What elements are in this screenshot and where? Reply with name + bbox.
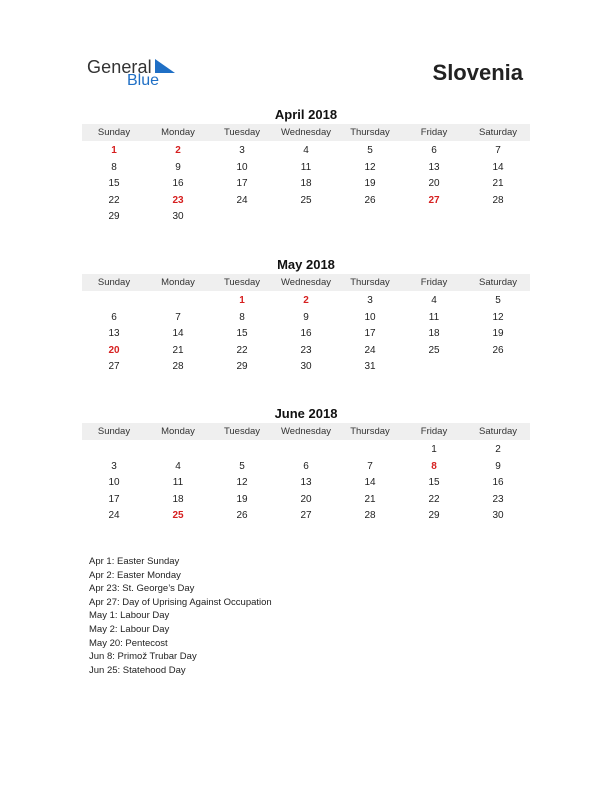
day-cell: 5 (367, 145, 373, 156)
holiday-list (89, 555, 389, 677)
month-title: April 2018 (274, 107, 338, 122)
day-cell: 28 (364, 510, 376, 522)
day-cell: 15 (428, 477, 440, 489)
day-cell: 9 (495, 460, 501, 472)
day-cell: 5 (239, 460, 245, 472)
weekday-label: Monday (161, 127, 195, 138)
holiday-day-cell: 25 (172, 510, 184, 522)
holiday-day-cell: 1 (239, 295, 245, 306)
day-cell (402, 209, 466, 226)
week-row (82, 359, 530, 376)
day-cell: 10 (236, 161, 248, 173)
weekday-label: Sunday (97, 277, 131, 288)
holiday-day-cell: 20 (108, 344, 120, 356)
day-cell: 11 (300, 161, 312, 173)
week-row (82, 160, 530, 177)
holiday-day-cell: 2 (303, 295, 309, 306)
day-cell (338, 209, 402, 226)
day-cell: 21 (364, 493, 376, 505)
weekday-label: Monday (161, 277, 195, 288)
day-cell: 12 (492, 311, 504, 323)
day-cell: 12 (236, 477, 248, 489)
day-cell: 10 (108, 477, 120, 489)
day-cell: 14 (364, 477, 376, 489)
day-cell (146, 442, 210, 459)
month-title: June 2018 (274, 406, 338, 421)
day-cell: 7 (367, 460, 373, 472)
day-cell: 4 (431, 295, 437, 306)
day-cell: 11 (172, 477, 184, 489)
day-cell: 15 (108, 178, 120, 190)
weekday-label: Thursday (350, 277, 390, 288)
week-row (82, 475, 530, 492)
week-row (82, 492, 530, 509)
weekday-label: Friday (420, 426, 448, 437)
weekday-label: Monday (161, 426, 195, 437)
weeks-grid (82, 293, 530, 376)
day-cell: 6 (303, 460, 309, 472)
day-cell: 21 (492, 178, 504, 190)
generalblue-logo (87, 57, 197, 93)
day-cell: 31 (364, 361, 376, 373)
day-cell: 14 (172, 328, 184, 340)
weekday-label: Thursday (350, 426, 390, 437)
day-cell: 3 (239, 145, 245, 156)
weekday-label: Friday (420, 127, 448, 138)
day-cell (402, 359, 466, 376)
day-cell: 24 (236, 194, 248, 206)
day-cell: 9 (175, 161, 181, 173)
day-cell: 28 (492, 194, 504, 206)
day-cell: 11 (428, 311, 440, 323)
day-cell: 25 (300, 194, 312, 206)
holiday-entry: Jun 25: Statehood Day (89, 664, 186, 676)
day-cell: 18 (172, 493, 184, 505)
week-row (82, 193, 530, 210)
day-cell: 20 (428, 178, 440, 190)
holiday-day-cell: 8 (431, 460, 437, 472)
weekday-label: Saturday (478, 426, 518, 437)
weeks-grid (82, 143, 530, 226)
day-cell (146, 293, 210, 310)
day-cell: 6 (111, 311, 117, 323)
day-cell: 29 (428, 510, 440, 522)
day-cell: 7 (175, 311, 181, 323)
day-cell (210, 442, 274, 459)
week-row (82, 326, 530, 343)
logo-general-text: General (87, 57, 152, 77)
day-cell: 17 (236, 178, 248, 190)
holiday-day-cell: 2 (175, 145, 181, 156)
weekday-label: Sunday (97, 127, 131, 138)
day-cell: 17 (108, 493, 120, 505)
day-cell: 10 (364, 311, 376, 323)
day-cell: 1 (431, 444, 437, 455)
day-cell: 22 (108, 194, 120, 206)
day-cell: 20 (300, 493, 312, 505)
day-cell (82, 442, 146, 459)
day-cell (338, 442, 402, 459)
holiday-entry: May 2: Labour Day (89, 623, 170, 635)
day-cell: 18 (428, 328, 440, 340)
day-cell: 30 (492, 510, 504, 522)
week-row (82, 442, 530, 459)
weeks-grid (82, 442, 530, 525)
day-cell: 22 (236, 344, 248, 356)
weekday-label: Wednesday (281, 277, 331, 288)
day-cell: 19 (492, 328, 504, 340)
day-cell: 28 (172, 361, 184, 373)
day-cell: 24 (108, 510, 120, 522)
week-row (82, 209, 530, 226)
day-cell: 19 (364, 178, 376, 190)
day-cell: 18 (300, 178, 312, 190)
day-cell: 8 (111, 161, 117, 173)
day-cell: 21 (172, 344, 184, 356)
day-cell: 26 (364, 194, 376, 206)
day-cell: 3 (111, 460, 117, 472)
day-cell: 5 (495, 295, 501, 306)
day-cell: 17 (364, 328, 376, 340)
day-cell (466, 359, 530, 376)
holiday-entry: May 20: Pentecost (89, 637, 168, 649)
day-cell: 30 (300, 361, 312, 373)
day-cell: 13 (108, 328, 120, 340)
month-title: May 2018 (277, 257, 335, 272)
logo-blue-text: Blue (127, 72, 160, 89)
day-cell: 29 (236, 361, 248, 373)
day-cell: 16 (300, 328, 312, 340)
holiday-day-cell: 1 (111, 145, 117, 156)
day-cell (274, 209, 338, 226)
day-cell: 25 (428, 344, 440, 356)
weekday-label: Tuesday (223, 426, 261, 437)
day-cell: 27 (300, 510, 312, 522)
holiday-day-cell: 27 (428, 194, 440, 206)
day-cell: 26 (236, 510, 248, 522)
day-cell (274, 442, 338, 459)
week-row (82, 176, 530, 193)
day-cell (210, 209, 274, 226)
week-row (82, 143, 530, 160)
weekday-label: Friday (420, 277, 448, 288)
weekday-label: Thursday (350, 127, 390, 138)
weekday-label: Tuesday (223, 127, 261, 138)
day-cell: 4 (175, 460, 181, 472)
weekday-label: Saturday (478, 277, 518, 288)
weekday-header-row (82, 124, 530, 141)
holiday-entry: Jun 8: Primož Trubar Day (89, 651, 197, 663)
week-row (82, 310, 530, 327)
day-cell: 9 (303, 311, 309, 323)
holiday-entry: Apr 2: Easter Monday (89, 569, 181, 581)
day-cell: 3 (367, 295, 373, 306)
day-cell (466, 209, 530, 226)
country-title: Slovenia (432, 60, 523, 85)
day-cell: 27 (108, 361, 120, 373)
week-row (82, 508, 530, 525)
day-cell: 13 (300, 477, 312, 489)
day-cell: 14 (492, 161, 504, 173)
holiday-entry: Apr 1: Easter Sunday (89, 556, 180, 567)
holiday-entry: Apr 27: Day of Uprising Against Occupation (89, 596, 272, 608)
day-cell: 26 (492, 344, 504, 356)
page-header (0, 0, 612, 100)
holiday-entry: Apr 23: St. George’s Day (89, 583, 195, 595)
day-cell: 13 (428, 161, 440, 173)
day-cell: 29 (108, 211, 120, 223)
day-cell: 15 (236, 328, 248, 340)
day-cell: 16 (172, 178, 184, 190)
week-row (82, 293, 530, 310)
weekday-header-row (82, 423, 530, 440)
day-cell: 2 (495, 444, 501, 455)
day-cell: 12 (364, 161, 376, 173)
week-row (82, 459, 530, 476)
day-cell: 24 (364, 344, 376, 356)
weekday-header-row (82, 274, 530, 291)
day-cell: 8 (239, 311, 245, 323)
day-cell: 30 (172, 211, 184, 223)
month-calendar (82, 405, 530, 525)
day-cell (82, 293, 146, 310)
weekday-label: Saturday (478, 127, 518, 138)
day-cell: 4 (303, 145, 309, 156)
day-cell: 6 (431, 145, 437, 156)
weekday-label: Tuesday (223, 277, 261, 288)
day-cell: 7 (495, 145, 501, 156)
holiday-entry: May 1: Labour Day (89, 610, 170, 622)
week-row (82, 343, 530, 360)
day-cell: 22 (428, 493, 440, 505)
day-cell: 16 (492, 477, 504, 489)
day-cell: 23 (492, 493, 504, 505)
weekday-label: Wednesday (281, 426, 331, 437)
month-calendar (82, 256, 530, 376)
weekday-label: Wednesday (281, 127, 331, 138)
weekday-label: Sunday (97, 426, 131, 437)
logo-triangle-icon (155, 59, 175, 73)
month-calendar (82, 106, 530, 226)
day-cell: 19 (236, 493, 248, 505)
holiday-day-cell: 23 (172, 194, 184, 206)
day-cell: 23 (300, 344, 312, 356)
